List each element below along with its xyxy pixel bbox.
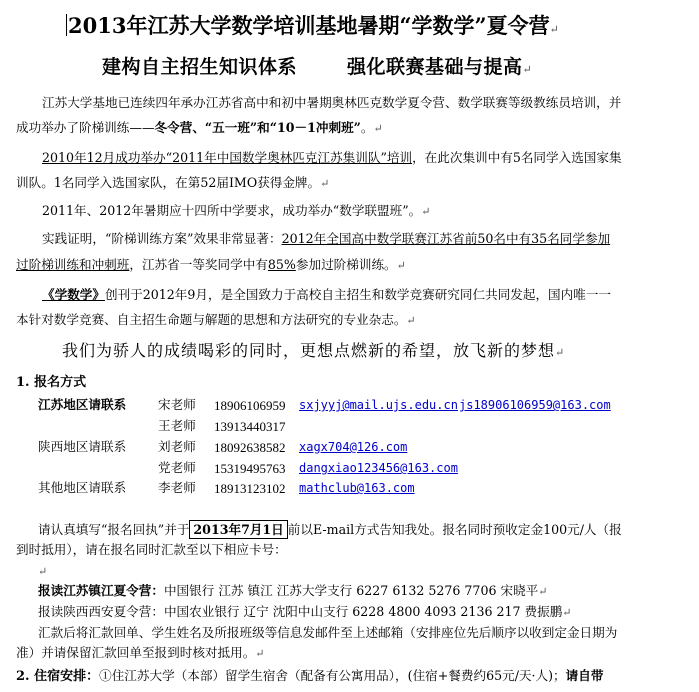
para1-line2: 成功举办了阶梯训练——冬令营、“五一班”和“10－1冲刺班”。↵ bbox=[16, 120, 383, 135]
contact-name: 宋老师 bbox=[158, 397, 196, 412]
contact-phone: 18913123102 bbox=[214, 481, 286, 496]
contact-name: 王老师 bbox=[158, 418, 196, 433]
paragraph-mark: ↵ bbox=[549, 23, 559, 36]
para5-line1: 《学数学》创刊于2012年9月，是全国致力于高校自主招生和数学竞赛研究同仁共同发起，国内唯一一 bbox=[42, 287, 612, 302]
document-title: 2013年江苏大学数学培训基地暑期“学数学”夏令营↵ bbox=[68, 13, 559, 38]
contact-phone: 18906106959 bbox=[214, 398, 286, 413]
contact-email-link[interactable]: xagx704@126.com bbox=[299, 440, 408, 454]
paragraph-mark: ↵ bbox=[38, 565, 48, 578]
remit-note-line1: 汇款后将汇款回单、学生姓名及所报班级等信息发邮件至上述邮箱（安排座位先后顺序以收到定金日期为 bbox=[38, 625, 618, 640]
registration-note-line2: 到时抵用），请在报名同时汇款至以下相应卡号： bbox=[16, 542, 287, 557]
document-subtitle: 建构自主招生知识体系 强化联赛基础与提高↵ bbox=[102, 56, 533, 78]
para4-line1: 实践证明，“阶梯训练方案”效果非常显著：2012年全国高中数学联赛江苏省前50名中有35名同学参加 bbox=[42, 231, 611, 246]
para2-line2: 训队。1名同学入选国家队，在第52届IMO获得金牌。↵ bbox=[16, 175, 330, 190]
deadline-box: 2013年7月1日 bbox=[189, 520, 287, 539]
slogan: 我们为骄人的成绩喝彩的同时，更想点燃新的希望，放飞新的梦想↵ bbox=[62, 341, 566, 360]
section1-heading: 1. 报名方式 bbox=[16, 375, 87, 390]
contact-region-jiangsu: 江苏地区请联系 bbox=[38, 397, 127, 412]
remit-note-line2: 准）并请保留汇款回单至报到时核对抵用。↵ bbox=[16, 645, 265, 660]
contact-phone: 15319495763 bbox=[214, 461, 286, 476]
section2-line: 2. 住宿安排：①住江苏大学（本部）留学生宿舍（配备有公寓用品），(住宿+餐费约65元/天·人)；请自带 bbox=[16, 668, 604, 684]
para3: 2011年、2012年暑期应十四所中学要求，成功举办“数学联盟班”。↵ bbox=[42, 203, 431, 218]
bank-jiangsu: 报读江苏镇江夏令营：中国银行 江苏 镇江 江苏大学支行 6227 6132 5276 7706 宋晓平↵ bbox=[38, 583, 548, 598]
contact-phone: 13913440317 bbox=[214, 419, 286, 434]
contact-email2-link[interactable]: js18906106959@163.com bbox=[459, 398, 611, 412]
contact-email-link[interactable]: mathclub@163.com bbox=[299, 481, 415, 495]
bank-shaanxi: 报读陕西西安夏令营：中国农业银行 辽宁 沈阳中山支行 6228 4800 4093 2136 217 费振鹏↵ bbox=[38, 604, 572, 619]
contact-email-link[interactable]: sxjyyj@mail.ujs.edu.cn bbox=[299, 398, 458, 412]
para5-line2: 本针对数学竞赛、自主招生命题与解题的思想和方法研究的专业杂志。↵ bbox=[16, 312, 416, 327]
contact-region-other: 其他地区请联系 bbox=[38, 480, 127, 495]
contact-name: 李老师 bbox=[158, 480, 196, 495]
contact-region-shaanxi: 陕西地区请联系 bbox=[38, 439, 127, 454]
para4-line2: 过阶梯训练和冲刺班，江苏省一等奖同学中有85%参加过阶梯训练。↵ bbox=[16, 257, 406, 272]
contact-phone: 18092638582 bbox=[214, 440, 286, 455]
subtitle-left: 建构自主招生知识体系 bbox=[102, 56, 298, 78]
subtitle-right: 强化联赛基础与提高 bbox=[347, 56, 523, 78]
contact-name: 刘老师 bbox=[158, 439, 196, 454]
contact-name: 党老师 bbox=[158, 460, 196, 475]
text-cursor bbox=[66, 14, 67, 36]
para1-line1: 江苏大学基地已连续四年承办江苏省高中和初中暑期奥林匹克数学夏令营、数学联赛等级教练员培训，并 bbox=[42, 95, 622, 110]
contact-email-link[interactable]: dangxiao123456@163.com bbox=[299, 461, 458, 475]
registration-note-line1: 请认真填写“报名回执”并于 2013年7月1日 前以E-mail方式告知我处。报名同时预收定金100元/人（报 bbox=[38, 522, 622, 537]
para2-line1: 2010年12月成功举办“2011年中国数学奥林匹克江苏集训队”培训，在此次集训中有5名同学入选国家集 bbox=[42, 150, 622, 165]
